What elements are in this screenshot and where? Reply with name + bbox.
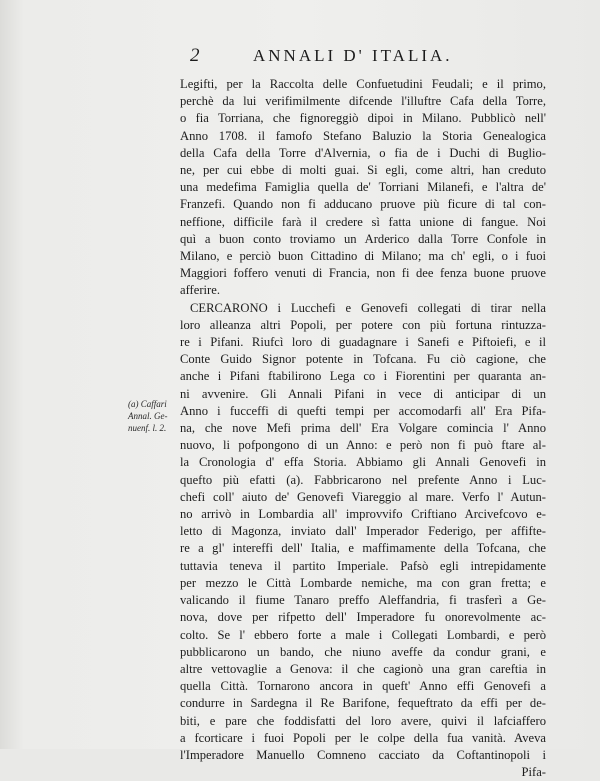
text-line: no arrivò in Lombardia all' improvvifo Criftiano Arcivefcovo e-	[180, 507, 546, 522]
text-line: biti, e pare che foddisfatti del loro avere, quivi il lafciaffero	[180, 713, 546, 728]
text-line: re i Pifani. Riufcì loro di guadagnare i Sanefi e Piftoiefi, e il	[180, 335, 546, 350]
text-line: neffione, difficile farà il credere sì fatta unione di fangue. Noi	[180, 214, 546, 229]
text-line: a fcorticare i fuoi Popoli per le colpe della fua vanità. Aveva	[180, 730, 546, 745]
body-text	[180, 76, 546, 781]
text-line: per mezzo le Città Lombarde nemiche, ma con gran fretta; e	[180, 575, 546, 590]
page-number: 2	[190, 45, 200, 66]
text-line: anche i Pifani ftabilirono Lega co i Fiorentini per quaranta an-	[180, 369, 546, 384]
text-line: chefi coll' aiuto de' Genovefi Viareggio al mare. Verfo l' Autun-	[180, 489, 546, 504]
text-line: la Cronologia d' effa Storia. Abbiamo gli Annali Genovefi in	[180, 455, 546, 470]
page-header	[0, 45, 600, 69]
text-line: o fia Torriana, che fignoreggiò dipoi in Milano. Pubblicò nell'	[180, 111, 546, 126]
text-line: Franzefi. Quando non fi adducano pruove più ficure di tal con-	[180, 197, 546, 212]
text-line: re a gl' intereffi dell' Italia, e maffimamente della Tofcana, che	[180, 541, 546, 556]
text-line: Legifti, per la Raccolta delle Confuetudini Feudali; e il primo,	[180, 77, 546, 91]
running-title: ANNALI D' ITALIA.	[253, 46, 453, 65]
text-line: CERCARONO i Lucchefi e Genovefi collegati di tirar nella	[190, 300, 546, 315]
marginal-note-line: (a) Caffari	[128, 399, 167, 409]
text-line: condurre in Sardegna il Re Barifone, fequeftrato da effi per de-	[180, 696, 546, 711]
text-line: perchè da lui verifimilmente difcende l'illuftre Cafa della Torre,	[180, 94, 546, 109]
text-line: letto di Magonza, inviato dall' Imperador Federigo, per affifte-	[180, 524, 546, 539]
text-line: quì a buon conto troviamo un Arderico dalla Torre Confole in	[180, 231, 546, 246]
text-line: nova, dove per rifpetto dell' Imperadore fu onorevolmente ac-	[180, 610, 546, 625]
text-line: tuttavia teneva il partito Imperiale. Pafsò egli intrepidamente	[180, 558, 546, 573]
text-line: loro alleanza altri Popoli, per potere con più fortuna rintuzza-	[180, 317, 546, 332]
text-line: Milano, e perciò buon Cittadino di Milano; ma ch' egli, o i fuoi	[180, 249, 546, 264]
text-line: una medefima Famiglia quella de' Torriani Milanefi, e l'altra de'	[180, 180, 546, 195]
text-line: ne, per cui ebbe di molti guai. Si egli, come altri, han creduto	[180, 163, 546, 178]
marginal-note-line: Annal. Ge-	[128, 411, 168, 421]
text-line: quefto più efatti (a). Fabbricarono nel prefente Anno i Luc-	[180, 472, 546, 487]
text-line: altre vettovaglie a Genova: il che cagionò una gran careftia in	[180, 661, 546, 676]
text-line: pubblicarono un bando, che niuno aveffe da condur grani, e	[180, 644, 546, 659]
text-line: afferire.	[180, 283, 220, 298]
marginal-note	[128, 398, 184, 434]
text-line: Conte Guido Signor potente in Tofcana. Fu ciò cagione, che	[180, 352, 546, 367]
text-line: Anno i fucceffi di quefti tempi per accomodarfi all' Era Pifa-	[180, 403, 546, 418]
text-line: l'Imperadore Manuello Comneno cacciato da Coftantinopoli i	[180, 747, 546, 762]
catchword: Pifa-	[521, 765, 546, 780]
text-line: Maggiori foffero venuti di Francia, non fi dee fenza buone pruove	[180, 266, 546, 281]
text-line: na, che nove Mefi prima dell' Era Volgare comincia l' Anno	[180, 421, 546, 436]
text-line: valicando il fiume Tanaro preffo Aleffandria, fi trasferì a Ge-	[180, 593, 546, 608]
text-line: quella Città. Tornarono ancora in queft' Anno effi Genovefi a	[180, 679, 546, 694]
text-line: della Cafa della Torre d'Alvernia, o fia de i Duchi di Buglio-	[180, 145, 546, 160]
marginal-note-line: nuenf. l. 2.	[128, 423, 167, 433]
text-line: nuovo, li pofpongono di un Anno: e però non fi può ftare al-	[180, 438, 546, 453]
text-line: Anno 1708. il famofo Stefano Baluzio la Storia Genealogica	[180, 128, 546, 143]
text-line: ni avvenire. Gli Annali Pifani in vece di anticipar di un	[180, 386, 546, 401]
text-line: colto. Se l' ebbero forte a male i Collegati Lombardi, e però	[180, 627, 546, 642]
